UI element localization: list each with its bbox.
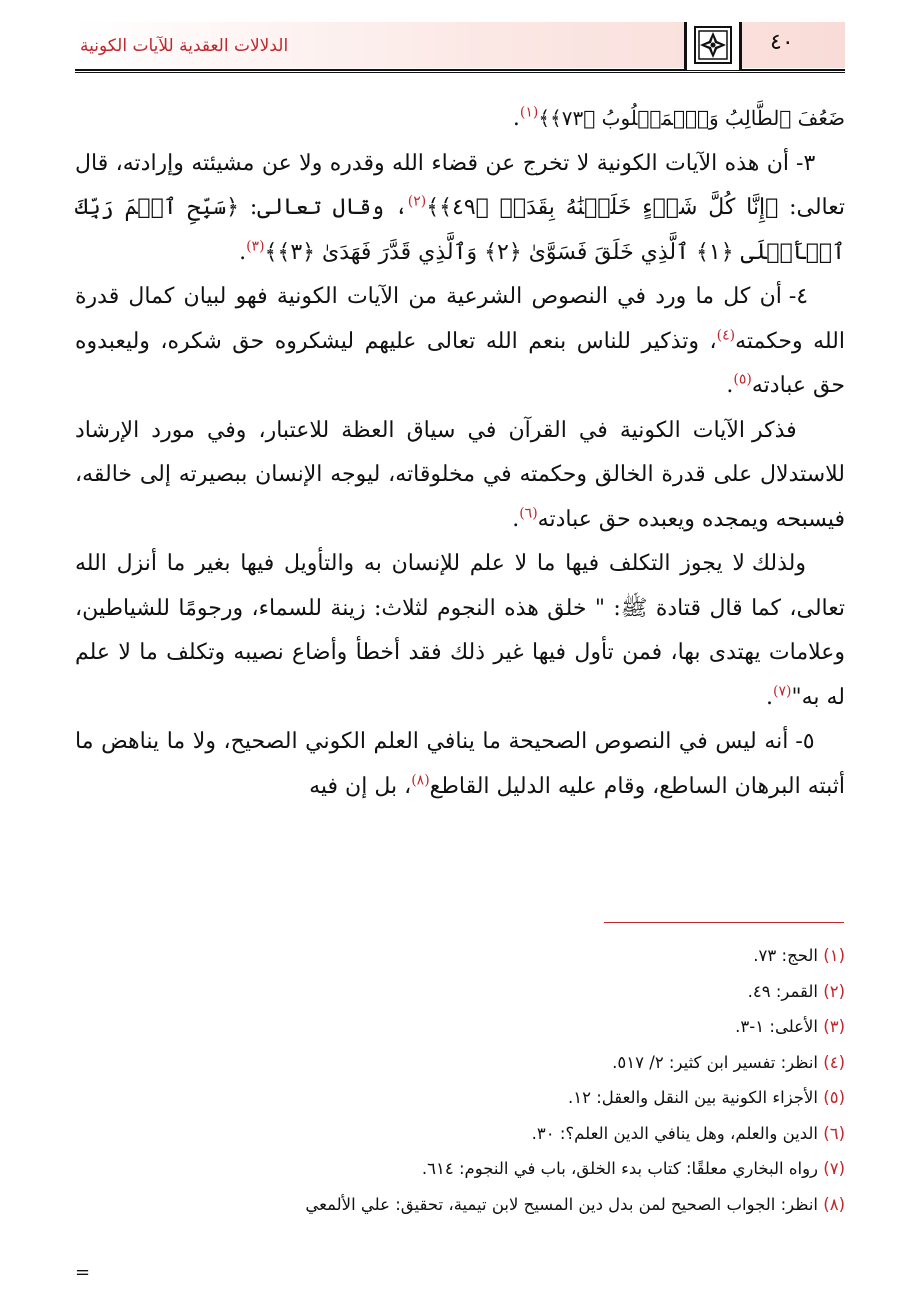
footnote-text: الأعلى: ١-٣. xyxy=(735,1017,818,1036)
paragraph-5-text: ولذلك لا يجوز التكلف فيها ما لا علم للإنسان به والتأويل فيها بغير ما أنزل الله تعالى، كما قال قتادة ﷺ: " خلق هذه النجوم لثلاث: زينة للسماء، ورجومًا للشياطين، وعلامات يهتدى بها، فمن تأول فيها غير ذلك فقد أخطأ وأضاع نصيبه وتكلف ما لا علم له به" xyxy=(75,551,845,710)
quran-verse: ضَعُفَ ٱلطَّالِبُ وَٱلۡمَطۡلُوبُ ﴿٧٣﴾﴾ xyxy=(538,106,845,130)
paragraph-6-text-a: ٥- أنه ليس في النصوص الصحيحة ما ينافي العلم الكوني الصحيح، ولا ما يناهض ما أثبته البرهان الساطع، وقام عليه الدليل القاطع xyxy=(75,729,845,799)
running-title: الدلالات العقدية للآيات الكونية xyxy=(80,36,289,56)
period: . xyxy=(512,506,520,532)
footnote-text: رواه البخاري معلقًا: كتاب بدء الخلق، باب في النجوم: ٦١٤. xyxy=(421,1159,818,1178)
footnote-number: (٦) xyxy=(823,1123,845,1143)
footnote-text: الحج: ٧٣. xyxy=(753,946,818,965)
footnote-number: (٥) xyxy=(823,1088,845,1107)
period: . xyxy=(726,373,734,398)
continuation-mark: = xyxy=(75,1262,91,1283)
ornament-icon xyxy=(684,22,742,70)
paragraph-4-text: فذكر الآيات الكونية في القرآن في سياق العظة للاعتبار، وفي مورد الإرشاد للاستدلال على قدرة الخالق وحكمته في مخلوقاته، ليوجه الإنسان ببصيرته إلى خالقه، فيسبحه ويمجده ويعبده حق عبادته xyxy=(75,417,845,532)
footnote-ref: (٦) xyxy=(519,505,538,522)
footnote-text: الأجزاء الكونية بين النقل والعقل: ١٢. xyxy=(567,1088,818,1107)
footnote-ref: (٤) xyxy=(716,327,736,344)
footnote-item xyxy=(75,1116,845,1152)
paragraph-3 xyxy=(75,275,845,409)
footnote-rule xyxy=(604,922,844,923)
period: . xyxy=(512,106,520,131)
paragraph-2 xyxy=(75,142,845,276)
footnote-text: القمر: ٤٩. xyxy=(747,981,818,1001)
paragraph-5 xyxy=(75,542,845,720)
paragraph-6-text-b: ، بل إن فيه xyxy=(309,773,412,799)
paragraph-2-text-a: ٣- أن هذه الآيات الكونية لا تخرج عن قضاء الله وقدره ولا عن مشيئته وإرادته، قال تعالى: ﴿إِنَّا كُلَّ شَيۡءٍ خَلَقۡنَٰهُ بِقَدَرٖ ﴿٤٩﴾﴾ xyxy=(75,150,845,220)
footnote-number: (٤) xyxy=(823,1052,845,1072)
footnote-ref: (٥) xyxy=(733,371,752,388)
main-text xyxy=(75,96,845,809)
footnote-item xyxy=(75,974,845,1010)
paragraph-3-text-b: ، وتذكير للناس بنعم الله تعالى عليهم ليشكروه حق شكره، وليعبدوه حق عبادته xyxy=(75,328,845,398)
paragraph-4 xyxy=(75,409,845,543)
paragraph-3-text-a: ٤- أن كل ما ورد في النصوص الشرعية من الآيات الكونية فهو لبيان كمال قدرة الله وحكمته xyxy=(75,284,845,354)
period: . xyxy=(239,239,247,265)
footnote-number: (٨) xyxy=(823,1194,845,1214)
footnote-item xyxy=(75,1045,845,1081)
footnote-ref: (١) xyxy=(519,104,539,121)
footnote-item xyxy=(75,1009,845,1045)
footnote-number: (٣) xyxy=(823,1017,845,1036)
paragraph-2-text-b: ، وقال تعالى: ﴿سَبِّحِ ٱسۡمَ رَبِّكَ ٱلۡأَعۡلَى ﴿١﴾ ٱلَّذِي خَلَقَ فَسَوَّىٰ ﴿٢﴾ وَٱلَّذِي قَدَّرَ فَهَدَىٰ ﴿٣﴾﴾ xyxy=(75,195,845,265)
footnote-ref: (٣) xyxy=(246,238,265,255)
footnote-item xyxy=(75,1187,845,1223)
footnote-ref: (٨) xyxy=(411,772,430,789)
page-number: ٤٠ xyxy=(770,30,794,55)
footnote-number: (٧) xyxy=(823,1159,845,1178)
footnote-number: (١) xyxy=(823,946,845,965)
footnote-text: الدين والعلم، وهل ينافي الدين العلم؟: ٣٠. xyxy=(531,1123,818,1143)
period: . xyxy=(766,684,773,710)
footnote-text: انظر: تفسير ابن كثير: ٢/ ٥١٧. xyxy=(612,1052,818,1072)
footnote-item xyxy=(75,1080,845,1116)
footnote-number: (٢) xyxy=(823,981,845,1001)
footnote-ref: (٢) xyxy=(407,193,427,210)
paragraph-1 xyxy=(75,96,845,142)
footnote-item xyxy=(75,938,845,974)
footnote-item xyxy=(75,1151,845,1187)
paragraph-6 xyxy=(75,720,845,809)
footnote-text: انظر: الجواب الصحيح لمن بدل دين المسيح لابن تيمية، تحقيق: علي الألمعي xyxy=(305,1194,818,1214)
footnotes xyxy=(75,938,845,1222)
footnote-ref: (٧) xyxy=(773,683,792,700)
